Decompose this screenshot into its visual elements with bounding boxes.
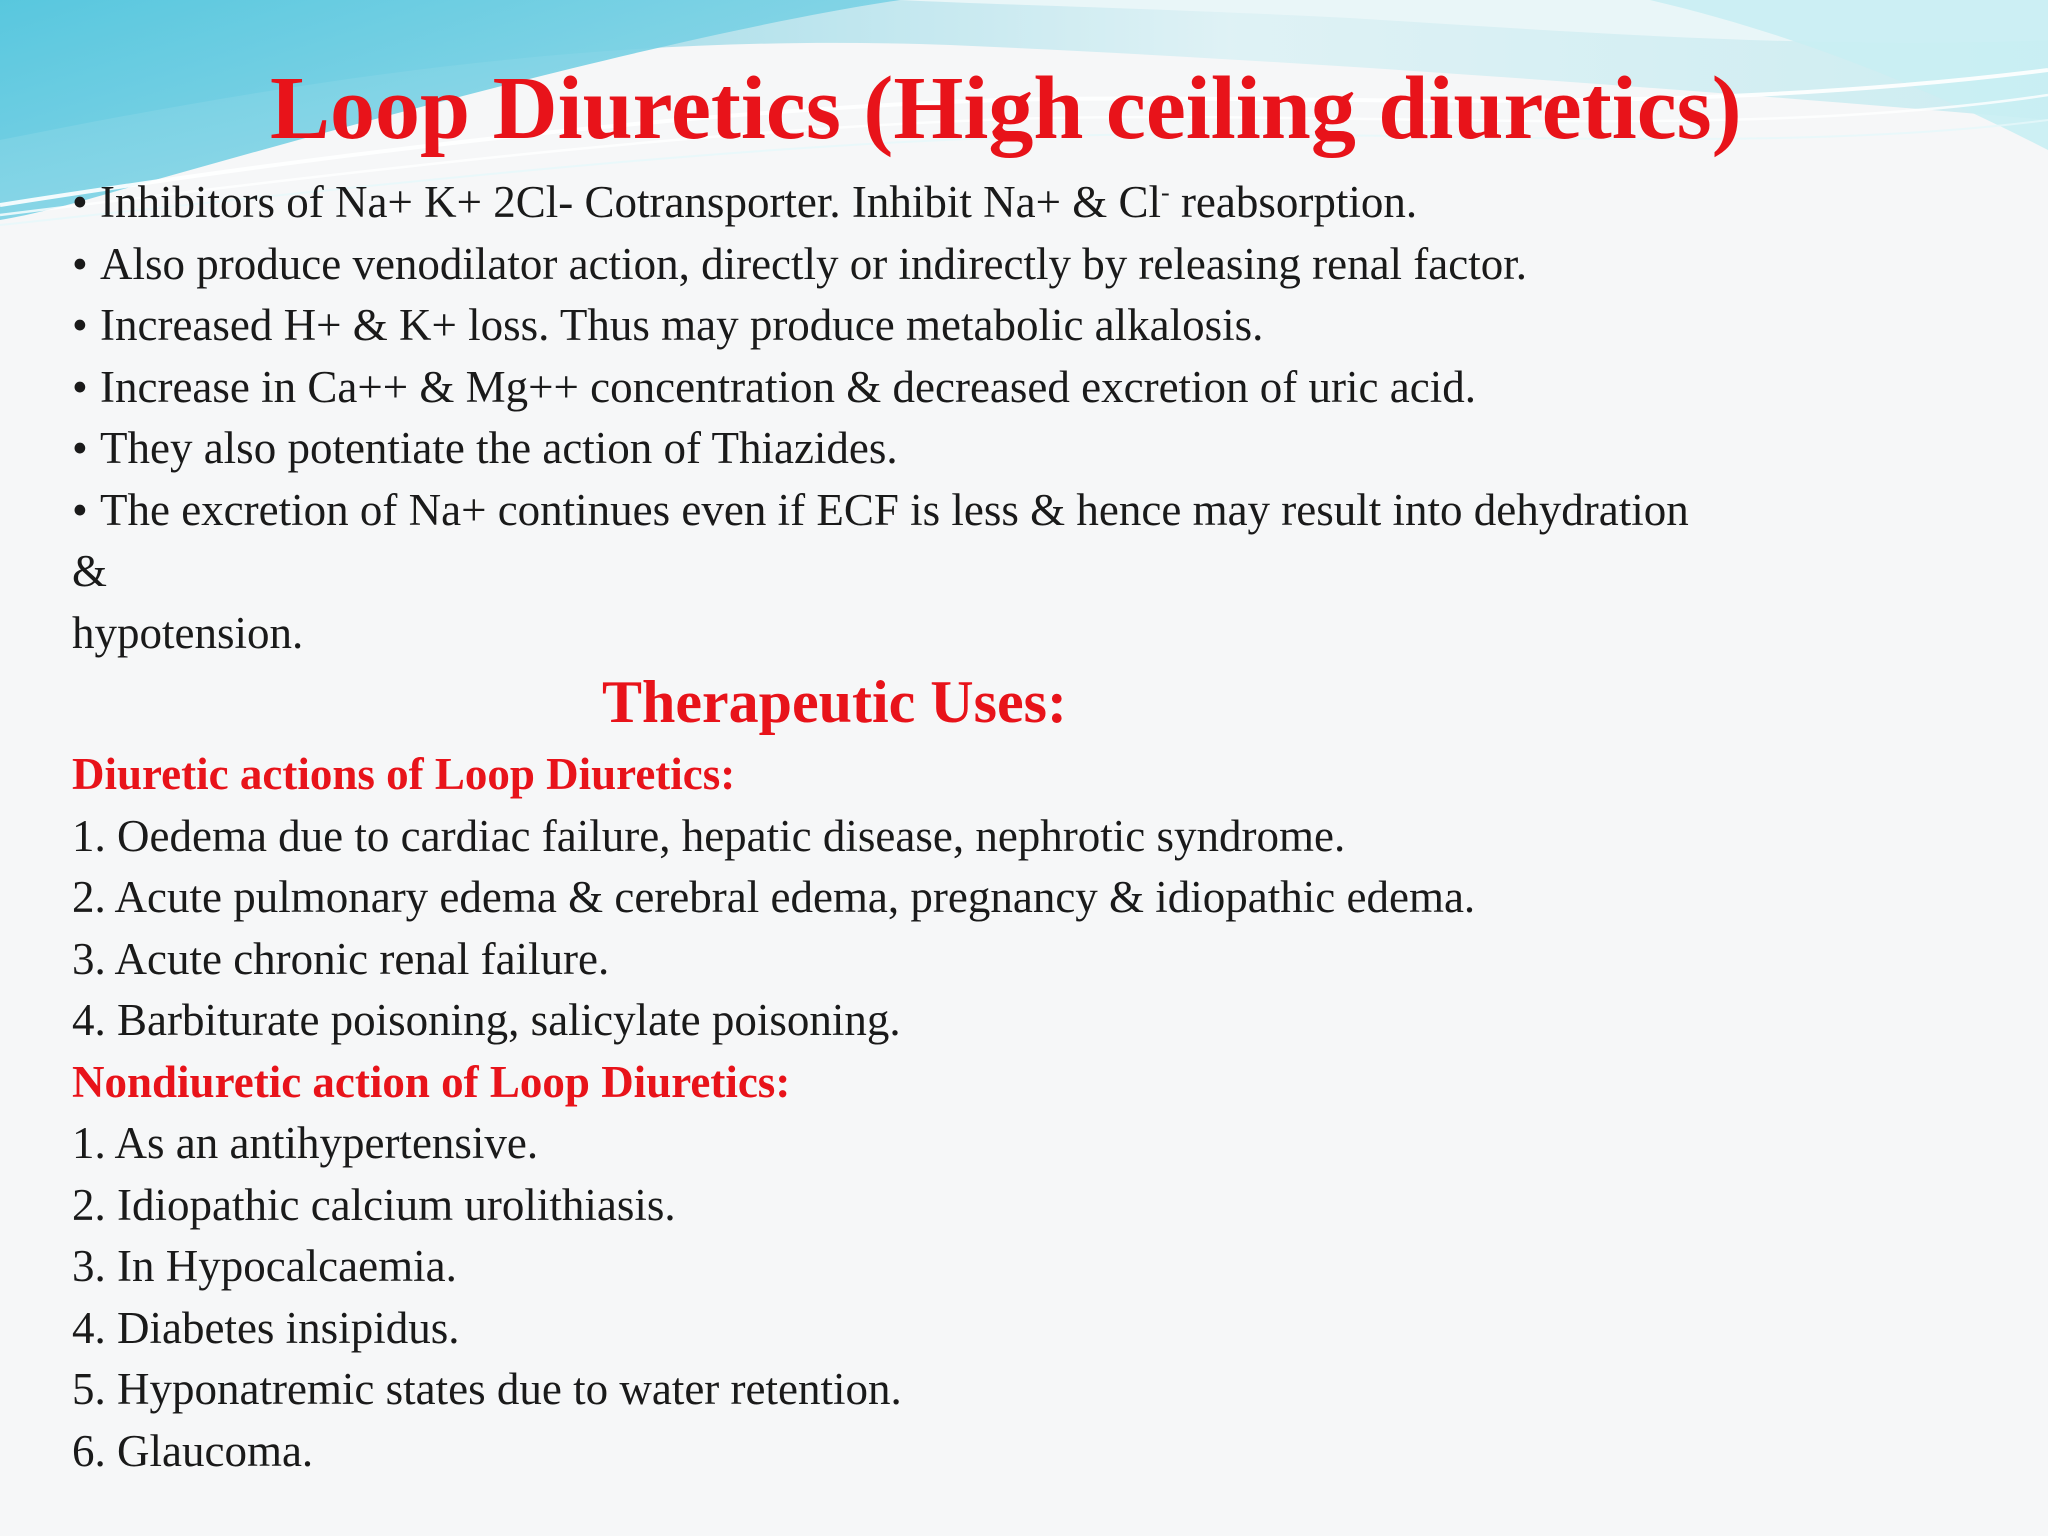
nondiuretic-action-item: 5. Hyponatremic states due to water retention. bbox=[72, 1364, 902, 1414]
nondiuretic-action-item: 6. Glaucoma. bbox=[72, 1425, 314, 1476]
wrap-line: & bbox=[72, 546, 108, 596]
bullet-text: Increased H+ & K+ loss. Thus may produce metabolic alkalosis. bbox=[100, 300, 1264, 350]
diuretic-action-item: 2. Acute pulmonary edema & cerebral edema, pregnancy & idiopathic edema. bbox=[72, 872, 1476, 922]
bullet-text: Inhibitors of Na+ K+ 2Cl- Cotransporter. Inhibit Na+ & Cl bbox=[100, 177, 1162, 227]
diuretic-action-item: 3. Acute chronic renal failure. bbox=[72, 933, 610, 984]
bullet-glyph: • bbox=[72, 300, 88, 350]
bullet-glyph: • bbox=[72, 177, 88, 227]
bullet-glyph: • bbox=[72, 361, 88, 412]
bullet-item bbox=[72, 357, 2022, 419]
wrap-line: hypotension. bbox=[72, 607, 304, 658]
superscript-charge: - bbox=[1161, 178, 1170, 207]
bullet-item bbox=[72, 480, 2022, 542]
bullet-glyph: • bbox=[72, 423, 88, 473]
nondiuretic-action-item: 4. Diabetes insipidus. bbox=[72, 1302, 460, 1353]
diuretic-actions-heading: Diuretic actions of Loop Diuretics: bbox=[72, 749, 736, 799]
slide-title: Loop Diuretics (High ceiling diuretics) bbox=[270, 59, 1742, 158]
bullet-item bbox=[72, 234, 2022, 296]
bullet-text-suffix: reabsorption. bbox=[1169, 177, 1418, 227]
slide-body bbox=[72, 172, 2022, 1482]
bullet-item bbox=[72, 172, 2022, 234]
bullet-text: They also potentiate the action of Thiazides. bbox=[100, 423, 898, 473]
nondiuretic-action-item: 3. In Hypocalcaemia. bbox=[72, 1241, 457, 1291]
bullet-text: The excretion of Na+ continues even if ECF is less & hence may result into dehydration bbox=[100, 484, 1689, 535]
bullet-item bbox=[72, 418, 2022, 480]
bullet-text: Also produce venodilator action, directly or indirectly by releasing renal factor. bbox=[100, 238, 1527, 289]
nondiuretic-action-item: 2. Idiopathic calcium urolithiasis. bbox=[72, 1179, 676, 1230]
bullet-text: Increase in Ca++ & Mg++ concentration & decreased excretion of uric acid. bbox=[100, 361, 1476, 412]
nondiuretic-actions-heading: Nondiuretic action of Loop Diuretics: bbox=[72, 1056, 791, 1107]
nondiuretic-actions-list bbox=[72, 1113, 2022, 1482]
bullet-glyph: • bbox=[72, 484, 88, 535]
bullet-list bbox=[72, 172, 2022, 541]
therapeutic-uses-heading: Therapeutic Uses: bbox=[602, 669, 1067, 735]
diuretic-action-item: 1. Oedema due to cardiac failure, hepatic disease, nephrotic syndrome. bbox=[72, 810, 1346, 861]
diuretic-action-item: 4. Barbiturate poisoning, salicylate poisoning. bbox=[72, 995, 901, 1045]
bullet-item bbox=[72, 295, 2022, 357]
diuretic-actions-list bbox=[72, 806, 2022, 1052]
nondiuretic-action-item: 1. As an antihypertensive. bbox=[72, 1118, 539, 1168]
bullet-glyph: • bbox=[72, 238, 88, 289]
